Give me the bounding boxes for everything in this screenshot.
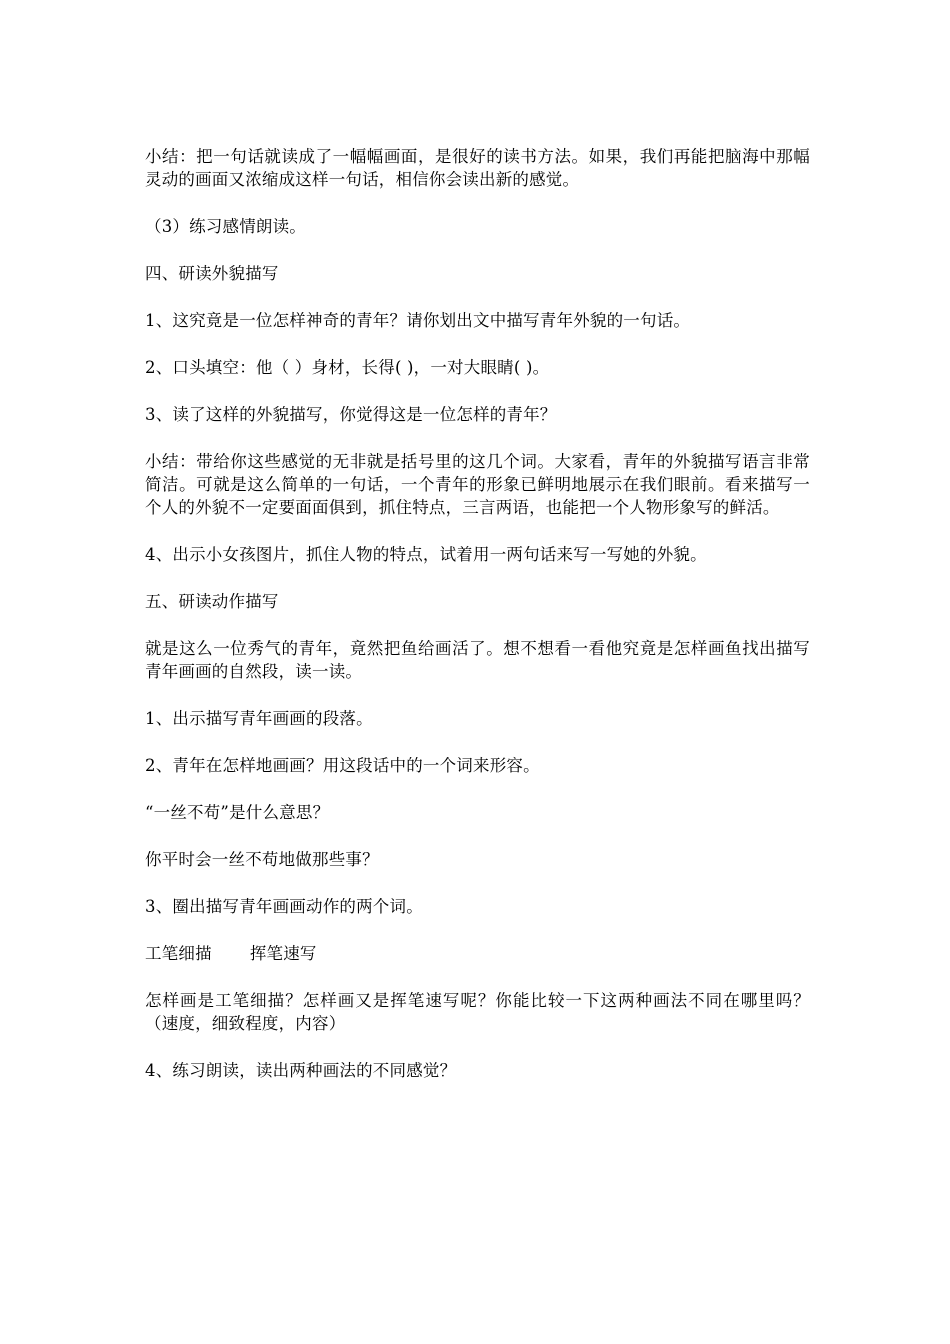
practice-reading-item: （3）练习感情朗读。 (145, 217, 306, 236)
word-pair-row (145, 942, 810, 965)
section-heading-appearance: 四、研读外貌描写 (145, 264, 279, 283)
summary-paragraph-1: 小结：把一句话就读成了一幅幅画面，是很好的读书方法。如果，我们再能把脑海中那幅灵动的画面又浓缩成这样一句话，相信你会读出新的感觉。 (145, 147, 810, 189)
appearance-item-1: 1、这究竟是一位怎样神奇的青年？请你划出文中描写青年外貌的一句话。 (145, 311, 691, 330)
action-item-1: 1、出示描写青年画画的段落。 (145, 709, 373, 728)
question-daily-life: 你平时会一丝不苟地做那些事？ (145, 850, 379, 869)
section-heading-action: 五、研读动作描写 (145, 592, 279, 611)
appearance-item-4: 4、出示小女孩图片，抓住人物的特点，试着用一两句话来写一写她的外貌。 (145, 545, 707, 564)
action-item-2: 2、青年在怎样地画画？用这段话中的一个词来形容。 (145, 756, 540, 775)
action-intro-paragraph: 就是这么一位秀气的青年，竟然把鱼给画活了。想不想看一看他究竟是怎样画鱼找出描写青年画画的自然段，读一读。 (145, 639, 810, 681)
word-huibi: 挥笔速写 (249, 944, 317, 963)
word-gongbi: 工笔细描 (145, 944, 212, 963)
appearance-item-2: 2、口头填空：他（ ）身材，长得( )，一对大眼睛( )。 (145, 358, 550, 377)
comparison-question: 怎样画是工笔细描？怎样画又是挥笔速写呢？你能比较一下这两种画法不同在哪里吗？（速度，细致程度，内容） (145, 991, 810, 1033)
question-meaning: “一丝不苟”是什么意思？ (145, 803, 330, 822)
action-item-3: 3、圈出描写青年画画动作的两个词。 (145, 897, 423, 916)
summary-paragraph-2: 小结：带给你这些感觉的无非就是括号里的这几个词。大家看，青年的外貌描写语言非常简洁。可就是这么简单的一句话，一个青年的形象已鲜明地展示在我们眼前。看来描写一个人的外貌不一定要面面俱到，抓住特点，三言两语，也能把一个人物形象写的鲜活。 (145, 452, 810, 517)
appearance-item-3: 3、读了这样的外貌描写，你觉得这是一位怎样的青年？ (145, 405, 557, 424)
action-item-4: 4、练习朗读，读出两种画法的不同感觉？ (145, 1061, 457, 1080)
document-page (145, 145, 810, 1106)
